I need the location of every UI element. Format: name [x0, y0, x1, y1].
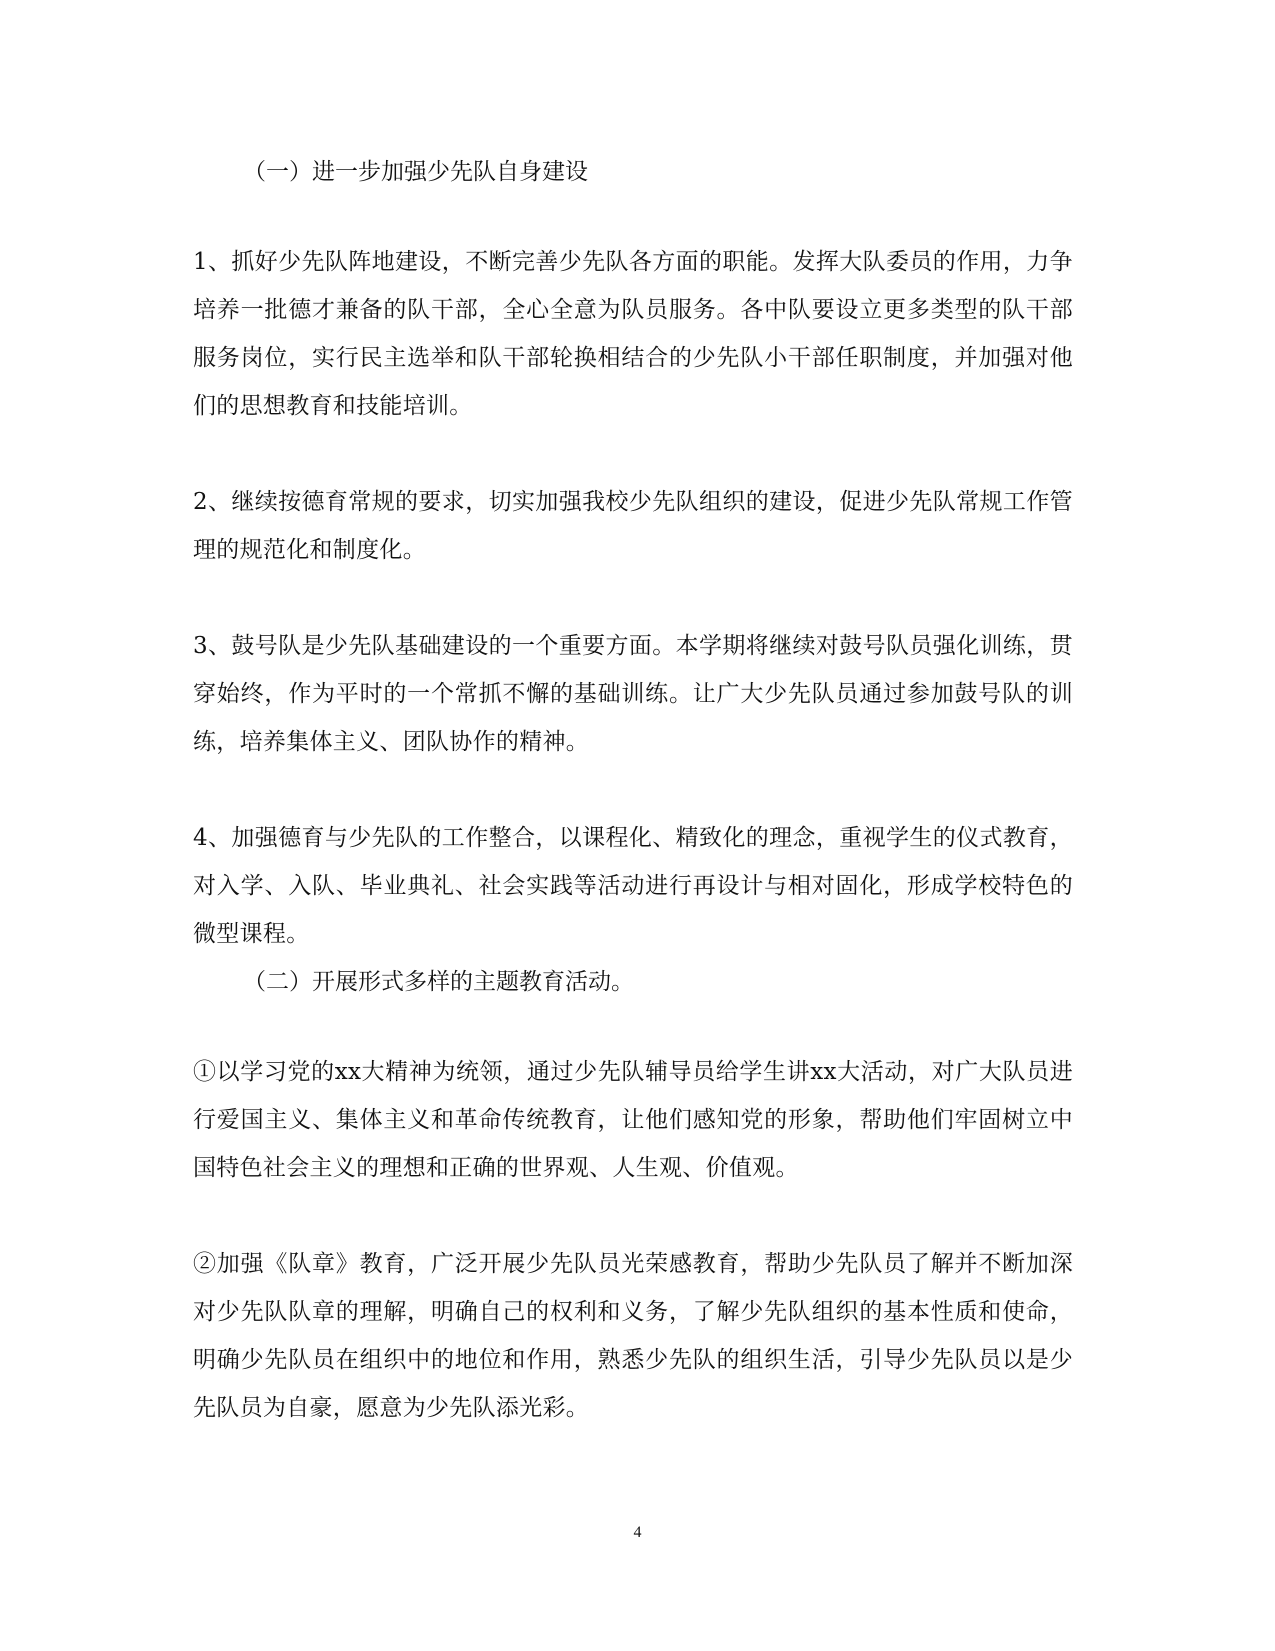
section-heading-1: （一）进一步加强少先队自身建设 [243, 159, 588, 185]
paragraph-2: 2、继续按德育常规的要求，切实加强我校少先队组织的建设，促进少先队常规工作管理的规范化和制度化。 [193, 489, 1073, 563]
document-body [193, 148, 1073, 1480]
page-number: 4 [633, 1524, 642, 1541]
paragraph-1: 1、抓好少先队阵地建设，不断完善少先队各方面的职能。发挥大队委员的作用，力争培养一批德才兼备的队干部，全心全意为队员服务。各中队要设立更多类型的队干部服务岗位，实行民主选举和队干部轮换相结合的少先队小干部任职制度，并加强对他们的思想教育和技能培训。 [193, 249, 1073, 419]
paragraph-5: ①以学习党的xx大精神为统领，通过少先队辅导员给学生讲xx大活动，对广大队员进行爱国主义、集体主义和革命传统教育，让他们感知党的形象，帮助他们牢固树立中国特色社会主义的理想和正确的世界观、人生观、价值观。 [193, 1059, 1073, 1181]
paragraph-6: ②加强《队章》教育，广泛开展少先队员光荣感教育，帮助少先队员了解并不断加深对少先队队章的理解，明确自己的权利和义务，了解少先队组织的基本性质和使命，明确少先队员在组织中的地位和作用，熟悉少先队的组织生活，引导少先队员以是少先队员为自豪，愿意为少先队添光彩。 [193, 1251, 1073, 1421]
section-heading-2: （二）开展形式多样的主题教育活动。 [243, 969, 634, 995]
paragraph-4: 4、加强德育与少先队的工作整合，以课程化、精致化的理念，重视学生的仪式教育，对入学、入队、毕业典礼、社会实践等活动进行再设计与相对固化，形成学校特色的微型课程。 [193, 825, 1073, 947]
paragraph-3: 3、鼓号队是少先队基础建设的一个重要方面。本学期将继续对鼓号队员强化训练，贯穿始终，作为平时的一个常抓不懈的基础训练。让广大少先队员通过参加鼓号队的训练，培养集体主义、团队协作的精神。 [193, 633, 1073, 755]
